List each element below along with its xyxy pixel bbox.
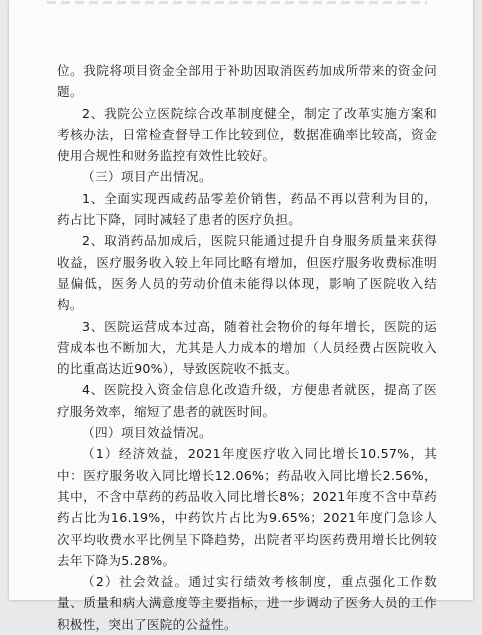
paragraph-economic-benefit: （1）经济效益，2021年度医疗收入同比增长10.57%，其中：医疗服务收入同比增长12.06%；药品收入同比增长2.56%，其中，不含中草药的药品收入同比增长8%；2021年度不含中草药药占比为16.19%，中药饮片占比为9.65%；2021年度门急诊人次平均收费水平比例呈下降趋势，出院者平均医药费用增长比例较去年下降为5.28%。: [57, 446, 437, 568]
section-heading-output: （三）项目产出情况。: [82, 169, 212, 185]
paragraph-output-4: 4、医院投入资金信息化改造升级，方便患者就医，提高了医疗服务效率，缩短了患者的就医时间。: [57, 382, 437, 419]
paragraph-output-1: 1、全面实现西咸药品零差价销售，药品不再以营利为目的，药占比下降，同时减轻了患者的医疗负担。: [57, 190, 437, 228]
paragraph-reform-system: 2、我院公立医院综合改革制度健全，制定了改革实施方案和考核办法，日常检查督导工作比较到位，数据准确率比较高，资金使用合规性和财务监控有效性比较好。: [57, 105, 437, 164]
paragraph-social-benefit: （2）社会效益。通过实行绩效考核制度，重点强化工作数量、质量和病人满意度等主要指标，进一步调动了医务人员的工作积极性，突出了医院的公益性。: [57, 574, 437, 632]
paragraph-output-3: 3、医院运营成本过高，随着社会物价的每年增长，医院的运营成本也不断加大，尤其是人力成本的增加（人员经费占医院收入的比重高达近90%），导致医院收不抵支。: [57, 318, 437, 377]
paragraph-continuation: 位。我院将项目资金全部用于补助因取消医药加成所带来的资金问题。: [57, 63, 437, 100]
section-heading-benefit: （四）项目效益情况。: [82, 425, 212, 441]
paragraph-output-2: 2、取消药品加成后，医院只能通过提升自身服务质量来获得收益，医疗服务收入较上年同比略有增加，但医疗服务收费标准明显偏低，医务人员的劳动价值未能得以体现，影响了医院收入结构。: [57, 233, 437, 313]
document-body: [57, 60, 437, 635]
bleed-through-text: [47, 1, 427, 4]
document-page: [9, 0, 473, 632]
